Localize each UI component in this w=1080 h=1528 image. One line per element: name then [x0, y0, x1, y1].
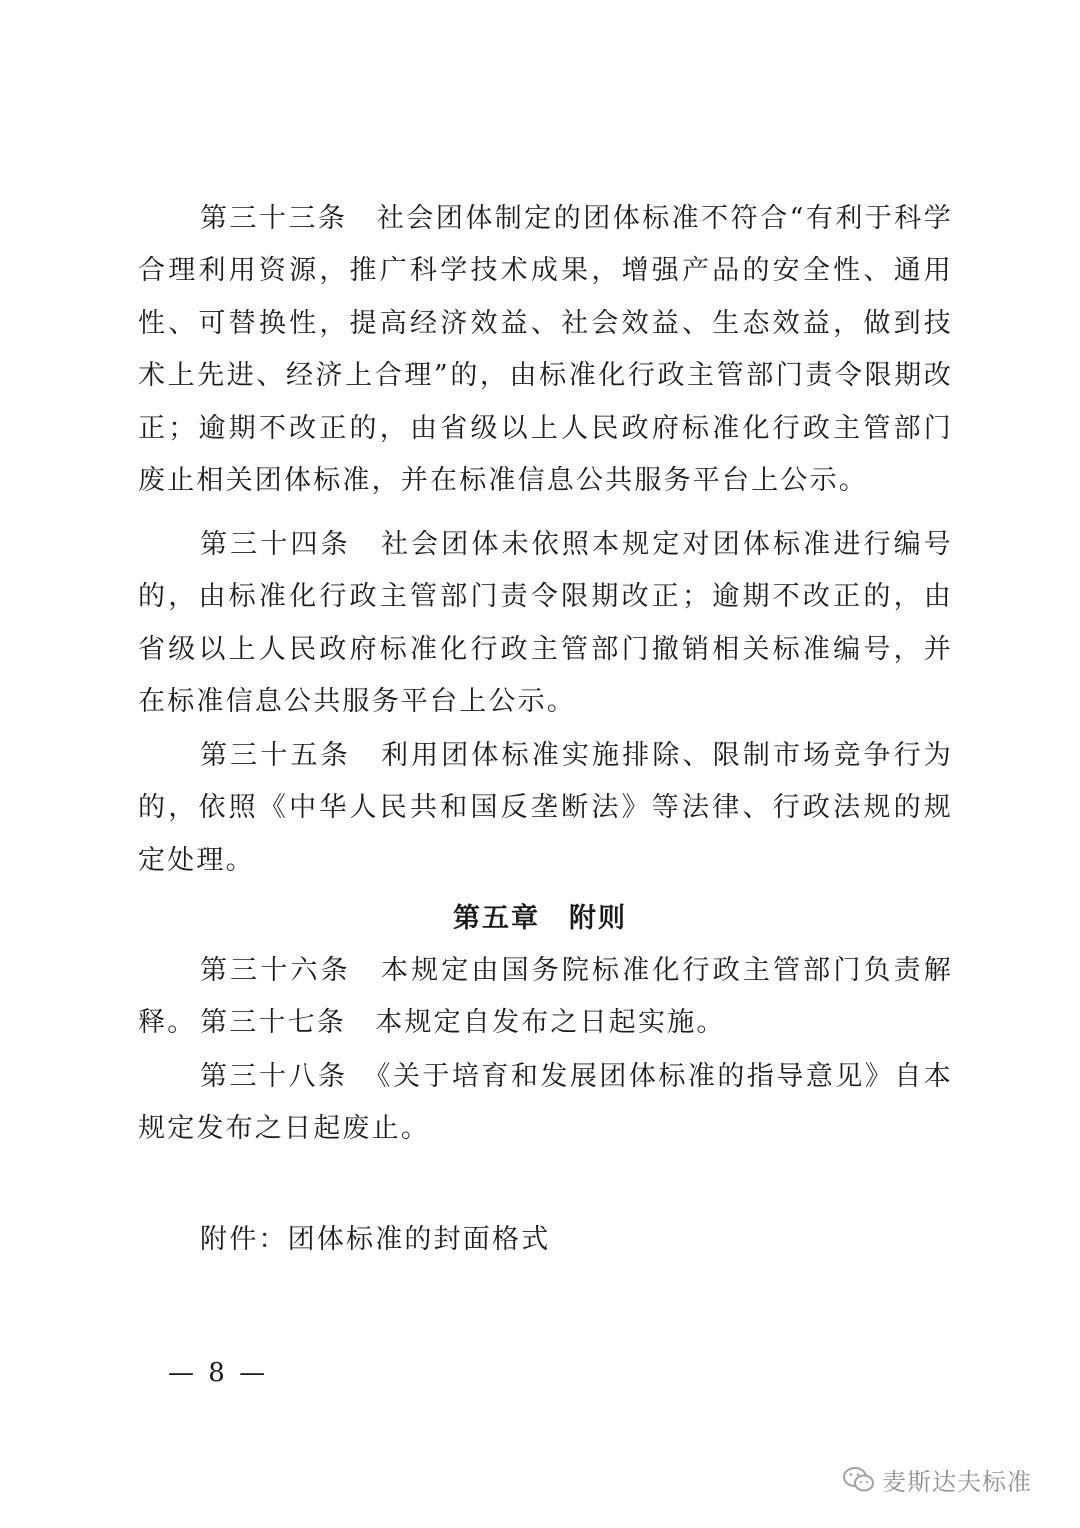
page-number: — 8 —	[168, 1358, 269, 1388]
wechat-logo-icon	[842, 1465, 876, 1495]
article-34: 第三十四条 社会团体未依照本规定对团体标准进行编号的，由标准化行政主管部门责令限期改正；逾期不改正的，由省级以上人民政府标准化行政主管部门撤销相关标准编号，并在标准信息公共服务平台上公示。	[138, 529, 953, 718]
article-33: 第三十三条 社会团体制定的团体标准不符合“有利于科学合理利用资源，推广科学技术成果，增强产品的安全性、通用性、可替换性，提高经济效益、社会效益、生态效益，做到技术上先进、经济上合理”的，由标准化行政主管部门责令限期改正；逾期不改正的，由省级以上人民政府标准化行政主管部门废止相关团体标准，并在标准信息公共服务平台上公示。	[138, 203, 953, 497]
article-36: 第三十六条 本规定由国务院标准化行政主管部门负责解释。	[138, 955, 953, 1039]
article-37: 第三十七条 本规定自发布之日起实施。	[200, 1007, 726, 1038]
attachment-note: 附件：团体标准的封面格式	[200, 1224, 551, 1255]
article-38: 第三十八条 《关于培育和发展团体标准的指导意见》自本规定发布之日起废止。	[138, 1061, 953, 1145]
chapter-title: 第五章 附则	[453, 903, 627, 934]
article-35: 第三十五条 利用团体标准实施排除、限制市场竞争行为的，依照《中华人民共和国反垄断法》等法律、行政法规的规定处理。	[138, 740, 953, 876]
watermark	[842, 1462, 1032, 1497]
watermark-text: 麦斯达夫标准	[882, 1468, 1032, 1496]
